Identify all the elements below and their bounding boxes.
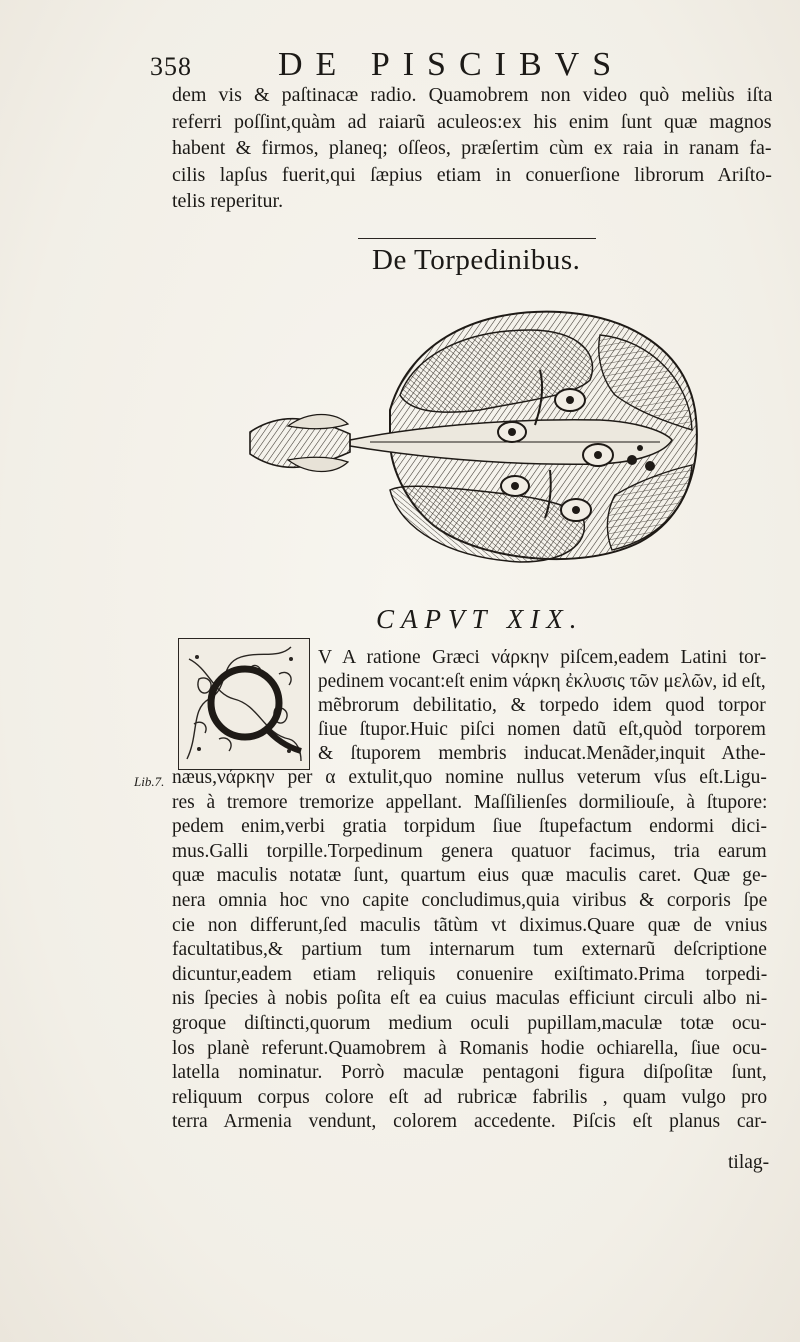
chapter-body: [172, 766, 767, 1135]
text-line: & ſtuporem membris inducat.Menãder,inquit Athe-: [318, 743, 766, 764]
decorated-initial: [178, 638, 310, 770]
text-line: næus,νάρκην per α extulit,quo nomine nullus veterum vſus eſt.Ligu-: [172, 767, 767, 788]
text-line: referri poſſint,quàm ad raiarũ aculeos:ex his enim ſunt quæ magnos: [172, 110, 772, 133]
text-line: nera omnia hoc vno capite concludimus,quia viribus & corporis ſpe: [172, 889, 768, 911]
text-line: cilis lapſus fuerit,qui ſæpius etiam in conuerſione librorum Ariſto-: [172, 163, 772, 186]
text-line: cie non differunt,ſed maculis tãtùm vt diximus.Quare quæ de vnius: [172, 914, 768, 936]
text-line: reliquum corpus colore eſt ad rubricæ fabrilis , quam vulgo pro: [172, 1086, 768, 1108]
torpedo-ray-illustration: [240, 300, 710, 590]
text-line: nis ſpecies à nobis poſita eſt ea cuius maculas efficiunt circuli albo ni-: [172, 988, 768, 1010]
text-line: dem vis & paſtinacæ radio. Quamobrem non video quò meliùs iſta: [172, 84, 773, 106]
text-line: res à tremore tremorize appellant. Maſſilienſes dormiliouſe, à ſtupore:: [172, 791, 768, 813]
torpedo-woodcut: [240, 300, 710, 590]
text-line: mus.Galli torpille.Torpedinum genera quatuor facimus, tria earum: [172, 840, 767, 862]
section-heading: De Torpedinibus.: [372, 244, 581, 276]
page-header: [150, 40, 650, 83]
text-line: V A ratione Græci νάρκην piſcem,eadem Latini tor-: [318, 647, 767, 668]
running-title: DE PISCIBVS: [278, 46, 625, 83]
text-line: latella nominatur. Porrò maculæ pentagoni figura diſpoſitæ ſunt,: [172, 1062, 767, 1084]
text-line: facultatibus,& partium tum internarum tum externarũ deſcriptione: [172, 939, 767, 961]
text-line: pedem enim,verbi gratia torpidum ſiue ſtupefactum endormi dici-: [172, 816, 768, 838]
text-line: terra Armenia vendunt, colorem accedente. Piſcis eſt planus car-: [172, 1111, 767, 1133]
marginal-note: Lib.7.: [134, 774, 165, 789]
text-line: los planè referunt.Quamobrem à Romanis hodie ochiarella, ſiue ocu-: [172, 1037, 767, 1059]
text-line: ſiue ſtupor.Huic piſci nomen datũ eſt,quòd torporem: [318, 719, 766, 740]
catchword: tilag-: [728, 1152, 770, 1173]
decorated-initial-ornament: [179, 639, 309, 769]
text-line: quæ maculis notatæ ſunt, quartum eius quæ maculis caret. Quæ ge-: [172, 865, 768, 887]
section-rule: [358, 238, 596, 239]
text-line: groque diſtincti,quorum medium oculi pupillam,maculæ totæ ocu-: [172, 1012, 767, 1034]
chapter-opening-lines: [318, 646, 766, 766]
text-line: telis reperitur.: [172, 190, 284, 212]
text-line: pedinem vocant:eſt enim νάρκη ἐκλυσις τῶν μελῶν, id eſt,: [318, 671, 766, 692]
page-number: 358: [150, 52, 192, 81]
text-line: habent & firmos, planeq; oſſeos, præſertim cùm ex raia in ranam fa-: [172, 137, 772, 159]
text-line: dicuntur,eadem etiam reliquis conuenire exiſtimato.Prima torpedi-: [172, 963, 768, 985]
chapter-label: CAPVT XIX.: [376, 604, 584, 634]
intro-paragraph: [172, 82, 772, 215]
text-line: mẽbrorum debilitatio, & torpedo idem quod torpor: [318, 695, 766, 716]
